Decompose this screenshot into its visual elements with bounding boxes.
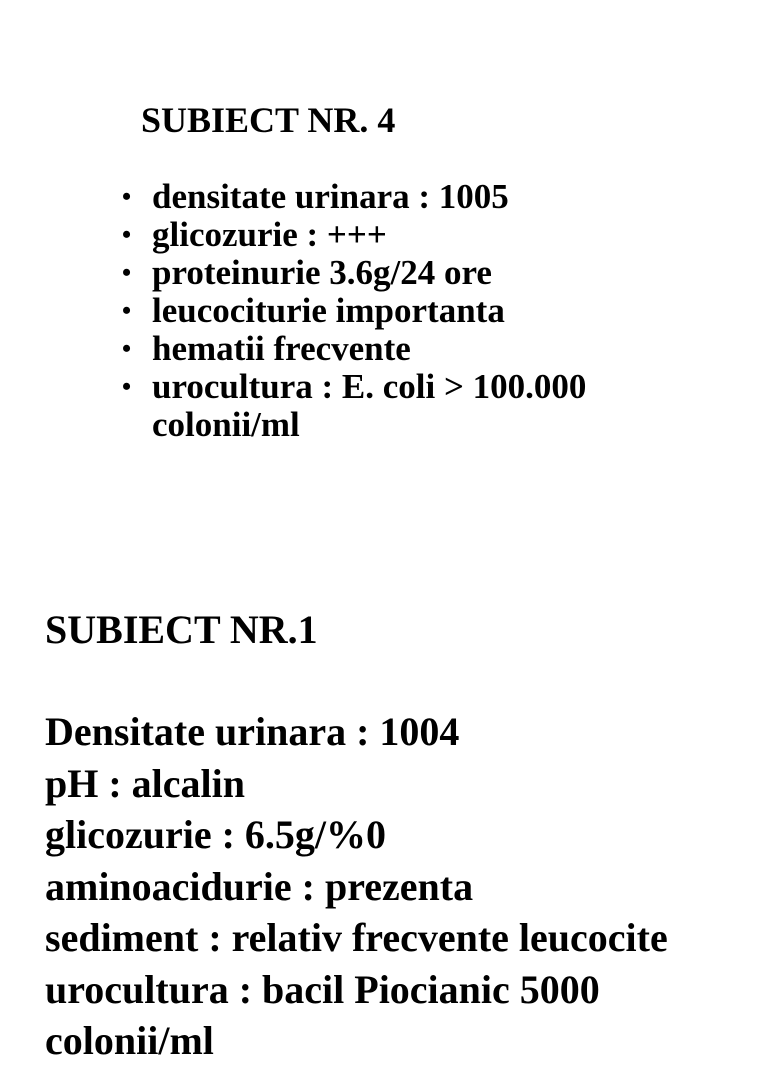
bullet-icon: • [122, 372, 132, 401]
list-item [122, 330, 742, 368]
list-item-text: glicozurie : +++ [152, 215, 387, 254]
text-line: aminoacidurie : prezenta [45, 863, 474, 909]
list-item-text: proteinurie 3.6g/24 ore [152, 253, 492, 292]
subject-1-lines [45, 706, 745, 1067]
subject-1-section [45, 606, 745, 1067]
list-item [122, 368, 742, 444]
text-line: pH : alcalin [45, 760, 246, 806]
list-item [122, 254, 742, 292]
list-item-text: densitate urinara : 1005 [152, 177, 509, 216]
bullet-icon: • [122, 220, 132, 249]
list-item [122, 178, 742, 216]
text-line: colonii/ml [45, 1018, 214, 1063]
bullet-icon: • [122, 334, 132, 363]
list-item [122, 216, 742, 254]
text-line: Densitate urinara : 1004 [45, 709, 460, 754]
subject-4-title: SUBIECT NR. 4 [141, 100, 396, 140]
list-item-text: leucociturie importanta [152, 291, 505, 330]
bullet-icon: • [122, 182, 132, 211]
subject-4-list [122, 178, 742, 444]
text-line: sediment : relativ frecvente leucocite [45, 915, 668, 960]
text-line: urocultura : bacil Piocianic 5000 [45, 966, 600, 1012]
list-item-text: hematii frecvente [152, 329, 411, 368]
bullet-icon: • [122, 296, 132, 325]
bullet-icon: • [122, 258, 132, 287]
list-item [122, 292, 742, 330]
subject-1-title: SUBIECT NR.1 [45, 607, 318, 652]
text-line: glicozurie : 6.5g/%0 [45, 812, 387, 857]
list-item-text: urocultura : E. coli > 100.000 colonii/ml [152, 367, 587, 444]
